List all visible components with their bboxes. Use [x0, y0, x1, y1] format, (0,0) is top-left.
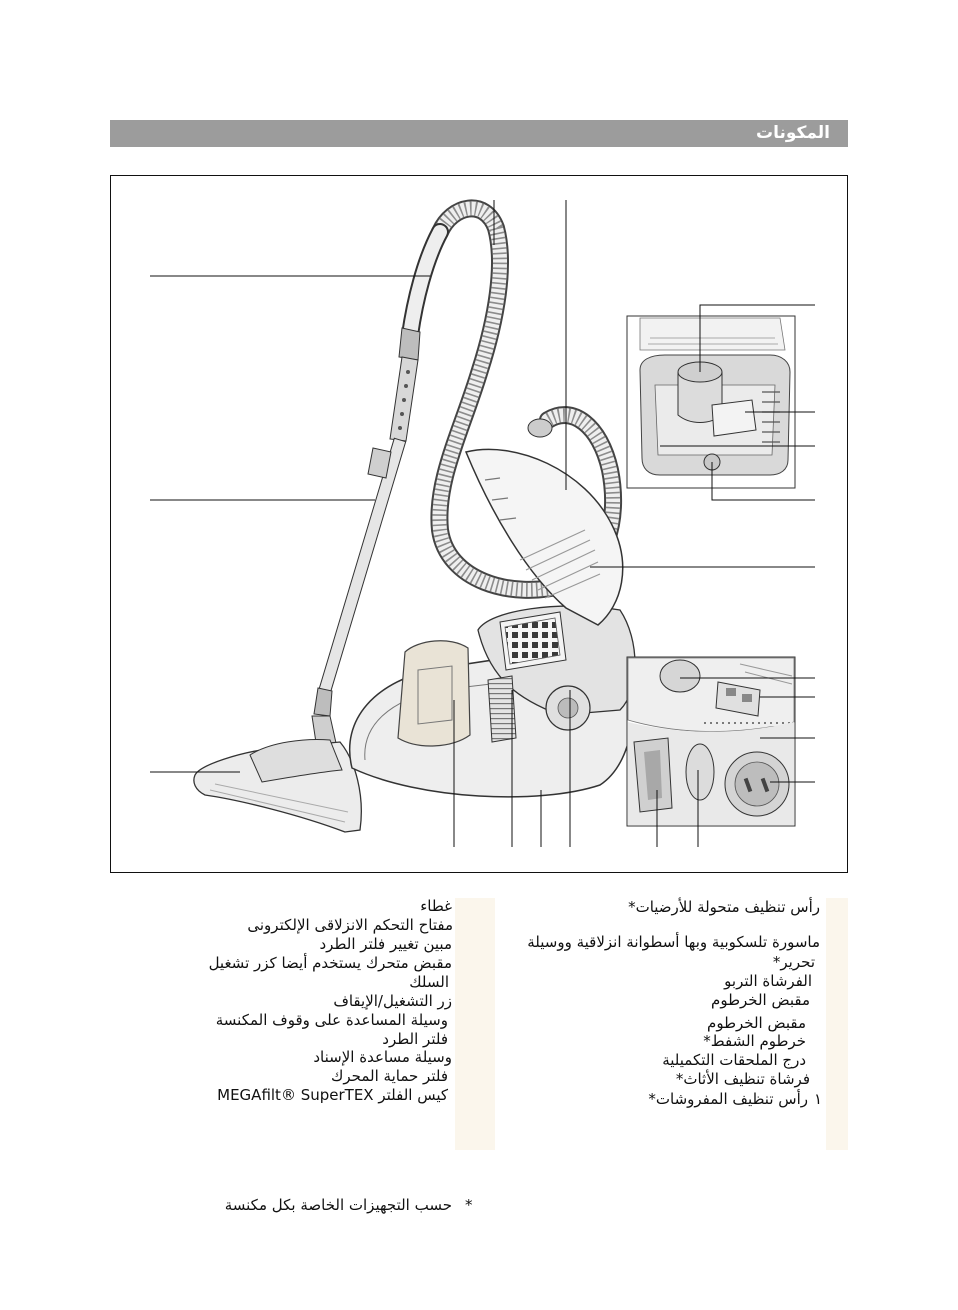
list-item: مقبض متحرك يستخدم أيضا كزر تشغيل: [208, 954, 452, 972]
list-item: مبين تغيير فلتر الطرد: [319, 935, 452, 953]
hose-handle: [399, 232, 440, 360]
telescopic-tube: [314, 357, 418, 716]
list-item: درج الملحقات التكميلية: [662, 1051, 806, 1069]
carry-handle-wheel: [546, 686, 590, 730]
section-title: المكونات: [755, 123, 830, 143]
footnote-text: حسب التجهيزات الخاصة بكل مكنسة: [224, 1196, 452, 1214]
list-item: خرطوم الشفط*: [703, 1032, 806, 1050]
exhaust-filter: [500, 612, 566, 670]
list-item: كيس الفلتر MEGAfilt® SuperTEX: [217, 1086, 448, 1104]
list-item-continuation: السلك: [409, 973, 449, 991]
list-item: رأس تنظيف متحولة للأرضيات*: [628, 898, 820, 916]
filter-bag: [398, 641, 470, 746]
lid-cover: [466, 449, 623, 625]
list-item: فرشاة تنظيف الأثاث*: [675, 1070, 810, 1088]
list-item: الفرشاة التربو: [724, 972, 812, 990]
list-item: فلتر الطرد: [382, 1030, 448, 1048]
list-item: مقبض الخرطوم: [707, 1014, 806, 1032]
list-item: ماسورة تلسكوبية وبها أسطوانة انزلاقية ووسيلة: [527, 933, 820, 951]
hose-connector: [528, 419, 552, 437]
section-header-bar: [110, 120, 848, 147]
list-item: زر التشغيل/الإيقاف: [333, 992, 452, 1010]
list-tint-left: [455, 898, 495, 1150]
vacuum-cleaner-diagram: [110, 175, 848, 873]
list-tint-right: [826, 898, 848, 1150]
inset-control-panel: [627, 657, 795, 826]
list-item-continuation: تحرير*: [772, 953, 815, 971]
list-item: وسيلة المساعدة على وقوف المكنسة: [215, 1011, 448, 1029]
list-item: غطاء: [420, 897, 452, 915]
floor-nozzle: [194, 716, 361, 832]
list-item-number: ١: [813, 1090, 822, 1108]
list-item: مفتاح التحكم الانزلاقى الإلكترونى: [247, 916, 453, 934]
list-item: مقبض الخرطوم: [711, 991, 810, 1009]
inset-bag-compartment: [627, 316, 795, 488]
footnote-mark: *: [465, 1196, 473, 1214]
list-item: رأس تنظيف المفروشات*: [648, 1090, 808, 1108]
list-item: وسيلة مساعدة الإسناد: [313, 1048, 452, 1066]
list-item: فلتر حماية المحرك: [331, 1067, 448, 1085]
